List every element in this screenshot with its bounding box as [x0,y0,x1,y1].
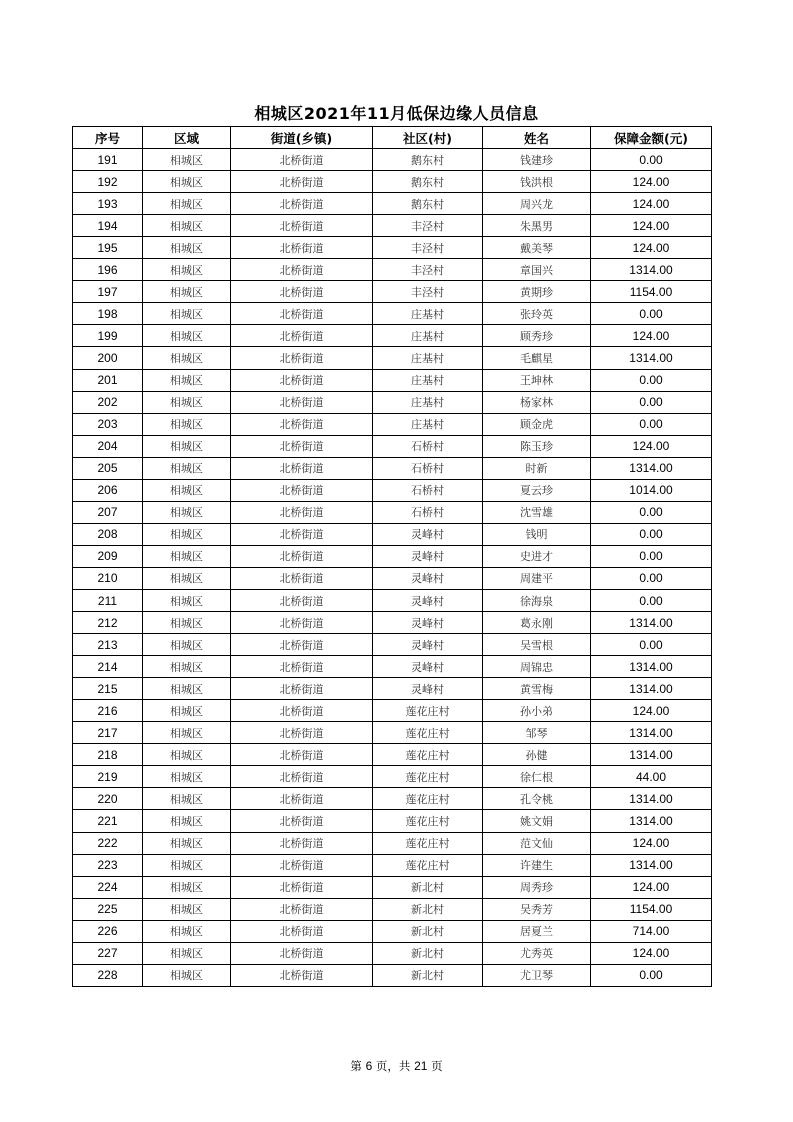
cell-name: 黄期珍 [483,281,591,303]
table-row [73,964,712,986]
table-row [73,259,712,281]
cell-community: 丰泾村 [373,281,483,303]
cell-district: 相城区 [143,501,231,523]
cell-street: 北桥街道 [231,964,373,986]
cell-amount: 1014.00 [591,479,712,501]
cell-name: 吴雪根 [483,634,591,656]
cell-serial: 228 [73,964,143,986]
cell-street: 北桥街道 [231,788,373,810]
header-serial: 序号 [73,127,143,149]
cell-district: 相城区 [143,854,231,876]
table-row [73,832,712,854]
cell-name: 居夏兰 [483,920,591,942]
cell-amount: 124.00 [591,942,712,964]
cell-community: 石桥村 [373,479,483,501]
table-row [73,942,712,964]
cell-amount: 1314.00 [591,810,712,832]
table-row [73,193,712,215]
cell-amount: 1314.00 [591,788,712,810]
cell-district: 相城区 [143,479,231,501]
cell-amount: 0.00 [591,589,712,611]
cell-amount: 124.00 [591,832,712,854]
cell-community: 庄基村 [373,369,483,391]
cell-community: 新北村 [373,964,483,986]
cell-serial: 203 [73,413,143,435]
cell-amount: 0.00 [591,391,712,413]
cell-serial: 201 [73,369,143,391]
cell-street: 北桥街道 [231,656,373,678]
table-row [73,700,712,722]
cell-street: 北桥街道 [231,479,373,501]
table-body [73,149,712,987]
cell-name: 徐仁根 [483,766,591,788]
cell-name: 杨家林 [483,391,591,413]
cell-street: 北桥街道 [231,678,373,700]
cell-amount: 124.00 [591,171,712,193]
cell-district: 相城区 [143,171,231,193]
cell-amount: 714.00 [591,920,712,942]
table-row [73,369,712,391]
cell-serial: 202 [73,391,143,413]
table-row [73,413,712,435]
cell-amount: 0.00 [591,634,712,656]
total-pages-number: 21 [414,1059,428,1073]
cell-name: 沈雪雄 [483,501,591,523]
cell-name: 邹琴 [483,722,591,744]
cell-street: 北桥街道 [231,523,373,545]
cell-community: 灵峰村 [373,545,483,567]
cell-amount: 0.00 [591,964,712,986]
cell-district: 相城区 [143,898,231,920]
table-row [73,303,712,325]
cell-district: 相城区 [143,149,231,171]
cell-street: 北桥街道 [231,259,373,281]
cell-name: 孔令桃 [483,788,591,810]
cell-community: 鹅东村 [373,193,483,215]
cell-name: 周秀珍 [483,876,591,898]
cell-district: 相城区 [143,567,231,589]
cell-name: 时新 [483,457,591,479]
cell-community: 庄基村 [373,413,483,435]
cell-district: 相城区 [143,766,231,788]
cell-serial: 198 [73,303,143,325]
cell-district: 相城区 [143,964,231,986]
cell-serial: 227 [73,942,143,964]
page-footer [0,1058,793,1074]
cell-street: 北桥街道 [231,545,373,567]
cell-district: 相城区 [143,369,231,391]
cell-serial: 194 [73,215,143,237]
cell-serial: 214 [73,656,143,678]
current-page-number: 6 [365,1059,373,1073]
cell-amount: 1314.00 [591,347,712,369]
footer-prefix: 第 [350,1059,362,1073]
cell-amount: 0.00 [591,501,712,523]
table-row [73,523,712,545]
cell-street: 北桥街道 [231,149,373,171]
cell-name: 顾秀珍 [483,325,591,347]
cell-serial: 196 [73,259,143,281]
cell-serial: 215 [73,678,143,700]
cell-district: 相城区 [143,325,231,347]
header-district: 区域 [143,127,231,149]
cell-district: 相城区 [143,612,231,634]
cell-street: 北桥街道 [231,237,373,259]
cell-community: 丰泾村 [373,237,483,259]
cell-community: 灵峰村 [373,523,483,545]
cell-district: 相城区 [143,545,231,567]
cell-street: 北桥街道 [231,567,373,589]
cell-community: 庄基村 [373,303,483,325]
cell-amount: 0.00 [591,149,712,171]
cell-name: 周锦忠 [483,656,591,678]
cell-amount: 1314.00 [591,854,712,876]
cell-serial: 221 [73,810,143,832]
cell-name: 吴秀芳 [483,898,591,920]
table-row [73,656,712,678]
cell-community: 灵峰村 [373,678,483,700]
cell-district: 相城区 [143,744,231,766]
cell-amount: 1314.00 [591,678,712,700]
table-row [73,612,712,634]
cell-serial: 195 [73,237,143,259]
cell-amount: 0.00 [591,523,712,545]
cell-district: 相城区 [143,920,231,942]
cell-district: 相城区 [143,832,231,854]
cell-serial: 220 [73,788,143,810]
cell-name: 戴美琴 [483,237,591,259]
cell-street: 北桥街道 [231,612,373,634]
cell-name: 尤卫琴 [483,964,591,986]
cell-amount: 124.00 [591,193,712,215]
cell-district: 相城区 [143,193,231,215]
cell-community: 莲花庄村 [373,700,483,722]
cell-district: 相城区 [143,391,231,413]
cell-street: 北桥街道 [231,501,373,523]
cell-street: 北桥街道 [231,347,373,369]
cell-district: 相城区 [143,303,231,325]
cell-amount: 124.00 [591,435,712,457]
cell-street: 北桥街道 [231,171,373,193]
cell-community: 鹅东村 [373,171,483,193]
table-row [73,479,712,501]
cell-community: 莲花庄村 [373,810,483,832]
cell-serial: 210 [73,567,143,589]
table-row [73,634,712,656]
cell-amount: 1314.00 [591,722,712,744]
cell-community: 丰泾村 [373,259,483,281]
cell-name: 孙健 [483,744,591,766]
cell-district: 相城区 [143,722,231,744]
cell-district: 相城区 [143,281,231,303]
table-row [73,457,712,479]
cell-name: 周兴龙 [483,193,591,215]
table-row [73,678,712,700]
table-row [73,854,712,876]
cell-community: 莲花庄村 [373,744,483,766]
cell-district: 相城区 [143,523,231,545]
table-row [73,501,712,523]
cell-name: 孙小弟 [483,700,591,722]
header-community: 社区(村) [373,127,483,149]
cell-district: 相城区 [143,413,231,435]
cell-amount: 1314.00 [591,656,712,678]
table-row [73,325,712,347]
cell-serial: 223 [73,854,143,876]
cell-name: 黄雪梅 [483,678,591,700]
cell-amount: 0.00 [591,303,712,325]
cell-amount: 1314.00 [591,457,712,479]
cell-serial: 200 [73,347,143,369]
table-row [73,281,712,303]
cell-community: 新北村 [373,876,483,898]
table-row [73,545,712,567]
cell-street: 北桥街道 [231,215,373,237]
table-row [73,237,712,259]
cell-street: 北桥街道 [231,435,373,457]
cell-name: 许建生 [483,854,591,876]
document-title: 相城区2021年11月低保边缘人员信息 [254,104,539,123]
cell-street: 北桥街道 [231,898,373,920]
cell-community: 莲花庄村 [373,722,483,744]
cell-serial: 222 [73,832,143,854]
cell-community: 新北村 [373,942,483,964]
cell-amount: 0.00 [591,567,712,589]
cell-name: 张玲英 [483,303,591,325]
cell-name: 夏云珍 [483,479,591,501]
cell-serial: 217 [73,722,143,744]
cell-community: 莲花庄村 [373,854,483,876]
cell-street: 北桥街道 [231,193,373,215]
cell-amount: 1154.00 [591,898,712,920]
cell-street: 北桥街道 [231,766,373,788]
table-row [73,435,712,457]
cell-serial: 191 [73,149,143,171]
cell-serial: 205 [73,457,143,479]
table-row [73,788,712,810]
table-row [73,744,712,766]
cell-street: 北桥街道 [231,413,373,435]
cell-street: 北桥街道 [231,876,373,898]
cell-street: 北桥街道 [231,634,373,656]
cell-serial: 206 [73,479,143,501]
cell-community: 莲花庄村 [373,832,483,854]
cell-name: 尤秀英 [483,942,591,964]
cell-street: 北桥街道 [231,281,373,303]
cell-street: 北桥街道 [231,700,373,722]
cell-community: 灵峰村 [373,656,483,678]
cell-district: 相城区 [143,215,231,237]
cell-district: 相城区 [143,656,231,678]
table-row [73,171,712,193]
table-row [73,215,712,237]
cell-street: 北桥街道 [231,369,373,391]
cell-name: 范文仙 [483,832,591,854]
table-row [73,810,712,832]
footer-middle: 页，共 [375,1059,411,1073]
cell-street: 北桥街道 [231,391,373,413]
cell-amount: 124.00 [591,215,712,237]
cell-name: 周建平 [483,567,591,589]
cell-district: 相城区 [143,457,231,479]
recipients-table [72,126,712,987]
cell-street: 北桥街道 [231,457,373,479]
cell-community: 鹅东村 [373,149,483,171]
cell-community: 庄基村 [373,347,483,369]
cell-name: 陈玉珍 [483,435,591,457]
table-row [73,391,712,413]
cell-amount: 1314.00 [591,612,712,634]
cell-community: 新北村 [373,898,483,920]
cell-amount: 0.00 [591,369,712,391]
cell-district: 相城区 [143,259,231,281]
cell-district: 相城区 [143,589,231,611]
footer-suffix: 页 [431,1059,443,1073]
cell-district: 相城区 [143,810,231,832]
cell-serial: 204 [73,435,143,457]
cell-community: 灵峰村 [373,567,483,589]
cell-community: 石桥村 [373,457,483,479]
cell-district: 相城区 [143,942,231,964]
cell-serial: 209 [73,545,143,567]
cell-street: 北桥街道 [231,744,373,766]
cell-community: 莲花庄村 [373,766,483,788]
cell-name: 史进才 [483,545,591,567]
cell-serial: 224 [73,876,143,898]
cell-serial: 193 [73,193,143,215]
cell-serial: 212 [73,612,143,634]
cell-name: 章国兴 [483,259,591,281]
cell-name: 朱黑男 [483,215,591,237]
cell-street: 北桥街道 [231,325,373,347]
cell-serial: 207 [73,501,143,523]
table-row [73,567,712,589]
cell-serial: 211 [73,589,143,611]
cell-amount: 44.00 [591,766,712,788]
cell-street: 北桥街道 [231,810,373,832]
cell-community: 灵峰村 [373,612,483,634]
cell-district: 相城区 [143,634,231,656]
cell-serial: 213 [73,634,143,656]
cell-name: 葛永刚 [483,612,591,634]
cell-amount: 124.00 [591,325,712,347]
cell-street: 北桥街道 [231,303,373,325]
cell-name: 钱明 [483,523,591,545]
cell-community: 庄基村 [373,325,483,347]
cell-amount: 1314.00 [591,744,712,766]
cell-serial: 208 [73,523,143,545]
cell-amount: 1314.00 [591,259,712,281]
cell-community: 石桥村 [373,501,483,523]
cell-community: 灵峰村 [373,589,483,611]
table-row [73,876,712,898]
cell-district: 相城区 [143,678,231,700]
table-row [73,766,712,788]
cell-amount: 0.00 [591,413,712,435]
table-row [73,920,712,942]
cell-street: 北桥街道 [231,942,373,964]
table-header-row [73,127,712,149]
cell-amount: 124.00 [591,700,712,722]
cell-district: 相城区 [143,435,231,457]
cell-street: 北桥街道 [231,920,373,942]
cell-community: 灵峰村 [373,634,483,656]
cell-district: 相城区 [143,347,231,369]
cell-district: 相城区 [143,700,231,722]
table-row [73,589,712,611]
cell-serial: 216 [73,700,143,722]
cell-serial: 192 [73,171,143,193]
header-name: 姓名 [483,127,591,149]
cell-name: 毛麒星 [483,347,591,369]
cell-district: 相城区 [143,788,231,810]
cell-serial: 225 [73,898,143,920]
cell-amount: 1154.00 [591,281,712,303]
cell-community: 新北村 [373,920,483,942]
cell-name: 姚文娟 [483,810,591,832]
cell-amount: 124.00 [591,237,712,259]
cell-name: 王坤林 [483,369,591,391]
cell-street: 北桥街道 [231,589,373,611]
cell-serial: 218 [73,744,143,766]
cell-name: 钱建珍 [483,149,591,171]
cell-serial: 219 [73,766,143,788]
cell-district: 相城区 [143,237,231,259]
table-row [73,149,712,171]
cell-serial: 226 [73,920,143,942]
cell-street: 北桥街道 [231,722,373,744]
cell-name: 顾金虎 [483,413,591,435]
table-row [73,898,712,920]
cell-community: 庄基村 [373,391,483,413]
cell-amount: 0.00 [591,545,712,567]
cell-community: 丰泾村 [373,215,483,237]
cell-amount: 124.00 [591,876,712,898]
header-amount: 保障金额(元) [591,127,712,149]
cell-community: 石桥村 [373,435,483,457]
cell-serial: 197 [73,281,143,303]
table-row [73,347,712,369]
header-street: 街道(乡镇) [231,127,373,149]
cell-community: 莲花庄村 [373,788,483,810]
cell-street: 北桥街道 [231,854,373,876]
cell-name: 徐海泉 [483,589,591,611]
cell-serial: 199 [73,325,143,347]
cell-district: 相城区 [143,876,231,898]
table-row [73,722,712,744]
cell-name: 钱洪根 [483,171,591,193]
cell-street: 北桥街道 [231,832,373,854]
